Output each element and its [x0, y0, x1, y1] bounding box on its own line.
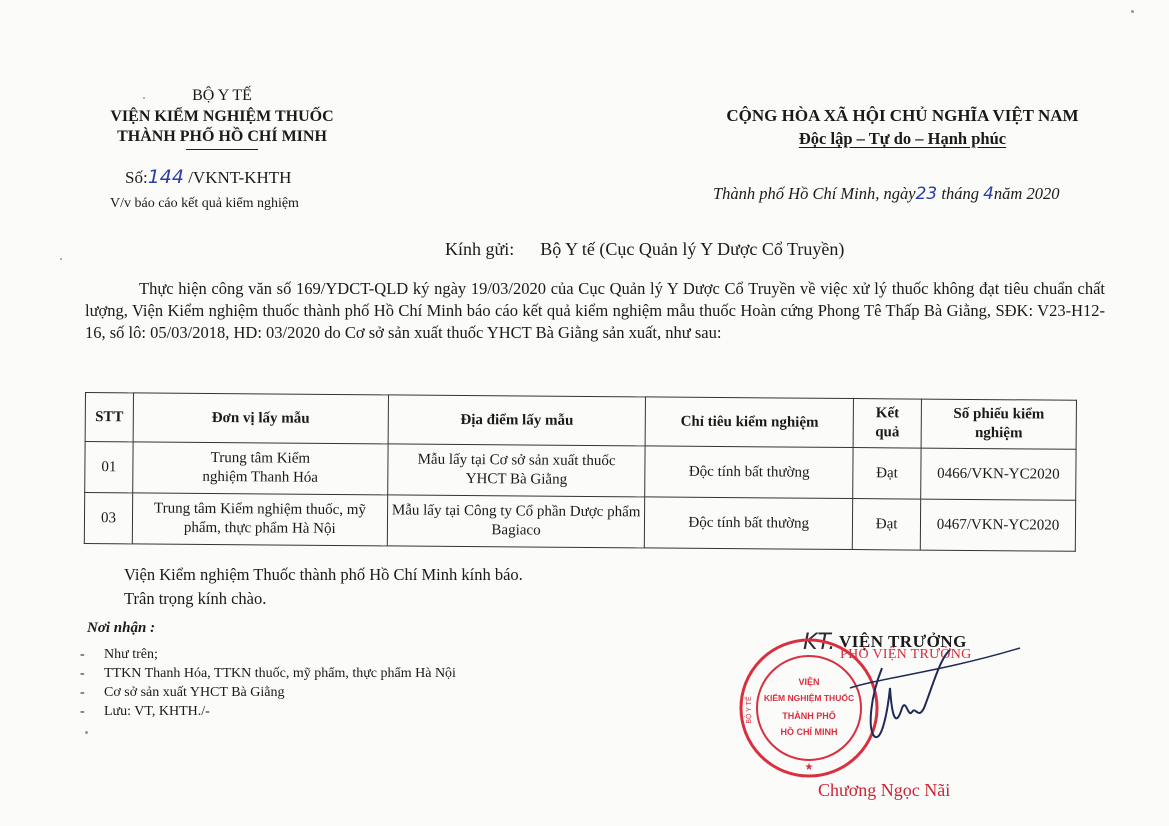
addressee: [445, 239, 844, 260]
stamp-line4: HỒ CHÍ MINH: [780, 727, 838, 737]
cell-result: Đạt: [853, 448, 921, 500]
table-header-row: [85, 393, 1076, 450]
scan-speck: [1131, 10, 1134, 13]
stamp-side-text: BỘ Y TẾ: [746, 696, 753, 724]
bullet-dash: -: [80, 704, 85, 719]
results-table: [84, 392, 1077, 552]
cell-test-criteria: Độc tính bất thường: [645, 446, 853, 499]
cell-sampling-unit: Trung tâm Kiểm nghiệm Thanh Hóa: [133, 442, 388, 495]
cell-sampling-location: Mẫu lấy tại Cơ sở sản xuất thuốc YHCT Bà Giằng: [387, 444, 645, 497]
bullet-dash: -: [80, 647, 85, 662]
addressee-name: Bộ Y tế (Cục Quản lý Y Dược Cổ Truyền): [540, 239, 845, 259]
date-prefix: Thành phố Hồ Chí Minh, ngày: [713, 184, 916, 203]
list-item: [80, 702, 456, 721]
scan-speck: [143, 97, 145, 99]
country-name: CỘNG HÒA XÃ HỘI CHỦ NGHĨA VIỆT NAM: [726, 106, 1079, 125]
bullet-dash: -: [80, 666, 85, 681]
institute-name-line2: [95, 127, 349, 147]
closing-greeting: Trân trọng kính chào.: [124, 589, 267, 608]
country-header: [700, 104, 1105, 150]
date-line: [713, 184, 1059, 204]
number-suffix: /VKNT-KHTH: [183, 168, 292, 187]
list-item-text: Như trên;: [104, 647, 158, 662]
cell-report-number: 0466/VKN-YC2020: [921, 448, 1076, 500]
signer-deputy-title: PHÓ VIỆN TRƯỞNG: [840, 647, 972, 662]
handwritten-day: 23: [915, 184, 938, 204]
signer-title: VIỆN TRƯỞNG: [839, 632, 967, 651]
signer-name: Chương Ngọc Nãi: [818, 780, 951, 800]
list-item-text: TTKN Thanh Hóa, TTKN thuốc, mỹ phẩm, thực phẩm Hà Nội: [104, 666, 456, 681]
list-item: [80, 683, 456, 702]
distribution-list: [80, 645, 456, 721]
cell-test-criteria: Độc tính bất thường: [645, 497, 853, 550]
body-paragraph: Thực hiện công văn số 169/YDCT-QLD ký ngày 19/03/2020 của Cục Quản lý Y Dược Cổ Truyền về việc xử lý thuốc không đạt tiêu chuẩn chất lượng, Viện Kiểm nghiệm thuốc thành phố Hồ Chí Minh báo cáo kết quả kiểm nghiệm mẫu thuốc Hoàn cứng Phong Tê Thấp Bà Giằng, SĐK: V23-H12-16, số lô: 05/03/2018, HD: 03/2020 do Cơ sở sản xuất thuốc YHCT Bà Giằng sản xuất, như sau:: [85, 279, 1105, 342]
stamp-line3: THÀNH PHỐ: [782, 711, 836, 721]
header-test-criteria: Chỉ tiêu kiểm nghiệm: [646, 397, 854, 448]
national-motto: Độc lập – Tự do – Hạnh phúc: [798, 129, 1007, 148]
header-report-number: Số phiếu kiểm nghiệm: [921, 399, 1076, 449]
header-underline: [186, 149, 258, 150]
list-item-text: Cơ sở sản xuất YHCT Bà Giằng: [104, 685, 285, 700]
list-item-text: Lưu: VT, KHTH./-: [104, 704, 210, 719]
date-middle: tháng: [937, 184, 984, 203]
scan-speck: [85, 731, 88, 734]
bullet-dash: -: [80, 685, 85, 700]
header-sampling-unit: Đơn vị lấy mẫu: [133, 393, 388, 444]
handwritten-month: 4: [983, 184, 994, 204]
document-subject: V/v báo cáo kết quả kiểm nghiệm: [110, 196, 299, 211]
header-result: Kết quả: [853, 399, 921, 449]
handwritten-number: 144: [147, 166, 184, 188]
handwritten-initials: KT.: [803, 630, 836, 655]
agency-header: [95, 86, 349, 150]
stamp-line2: KIỂM NGHIỆM THUỐC: [763, 693, 855, 703]
institute-name-line2-text: THÀNH PHỐ HỒ CHÍ MINH: [117, 128, 327, 145]
list-item: [80, 664, 456, 683]
table-row: [84, 493, 1075, 552]
ministry-name: BỘ Y TẾ: [192, 87, 252, 104]
cell-sampling-unit: Trung tâm Kiểm nghiệm thuốc, mỹ phẩm, thực phẩm Hà Nội: [132, 493, 387, 546]
list-item: [80, 645, 456, 664]
document-number: [125, 166, 291, 188]
header-sampling-location: Địa điểm lấy mẫu: [388, 395, 646, 446]
number-prefix: Số:: [125, 168, 148, 187]
closing-report-line: Viện Kiểm nghiệm Thuốc thành phố Hồ Chí Minh kính báo.: [124, 565, 523, 584]
cell-result: Đạt: [852, 499, 920, 551]
distribution-label: Nơi nhận :: [87, 620, 156, 636]
institute-name-line1: VIỆN KIỂM NGHIỆM THUỐC: [110, 108, 334, 125]
cell-sampling-location: Mẫu lấy tại Công ty Cổ phần Dược phẩm Bagiaco: [387, 495, 645, 548]
date-suffix: năm 2020: [993, 184, 1060, 203]
handwritten-signature: [790, 628, 1040, 768]
cell-report-number: 0467/VKN-YC2020: [920, 499, 1075, 551]
stamp-star-icon: ★: [804, 762, 814, 773]
cell-stt: 03: [84, 493, 132, 544]
scan-speck: [60, 258, 62, 260]
header-stt: STT: [85, 393, 133, 442]
stamp-line1: VIỆN: [798, 677, 820, 687]
cell-stt: 01: [85, 442, 133, 493]
addressee-label: Kính gửi:: [445, 239, 515, 259]
table-row: [85, 442, 1076, 501]
